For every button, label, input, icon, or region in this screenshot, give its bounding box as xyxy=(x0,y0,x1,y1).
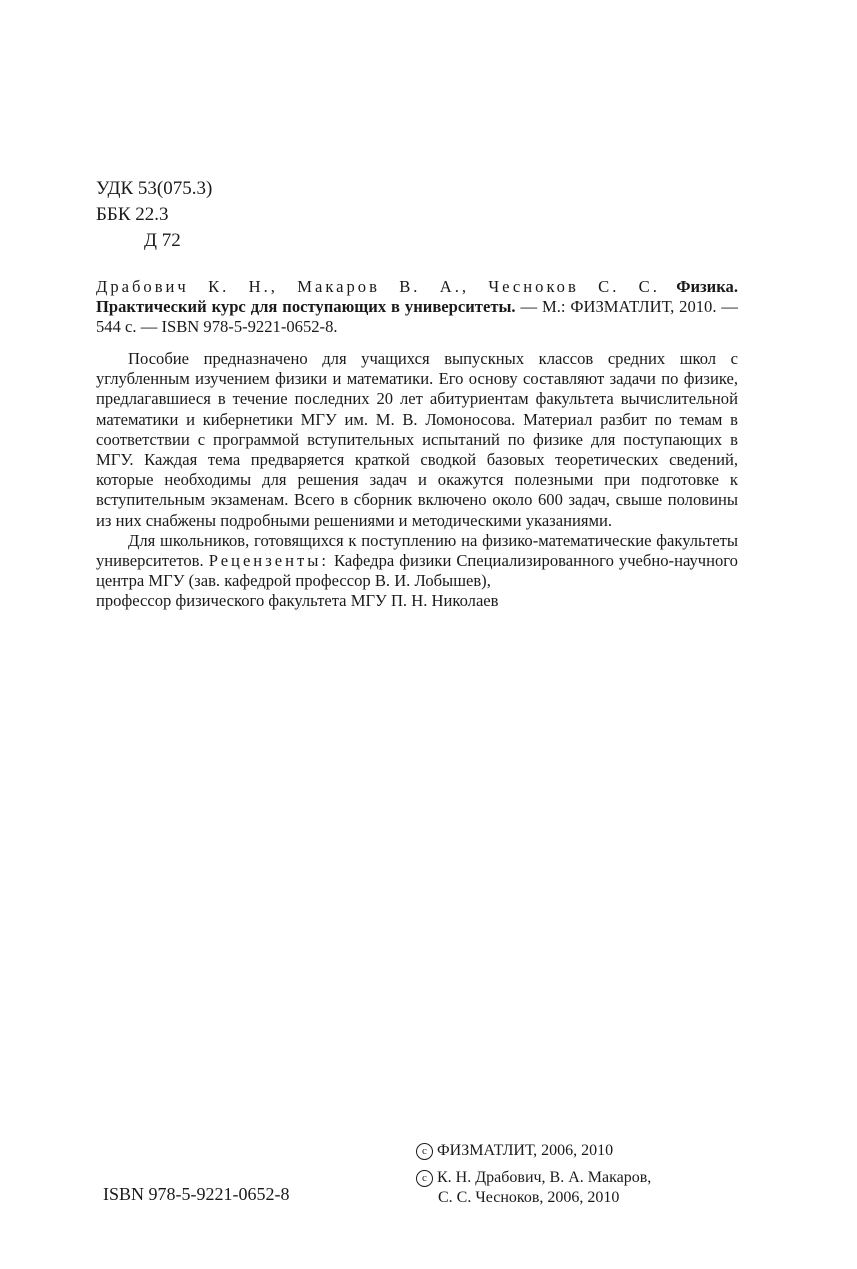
copyright-icon: c xyxy=(416,1170,433,1187)
reviewers-label: Рецензенты: xyxy=(208,551,329,571)
udk-code: УДК 53(075.3) xyxy=(96,178,213,199)
classification-block xyxy=(96,176,212,254)
bibliographic-citation xyxy=(96,277,738,338)
abstract xyxy=(96,349,738,612)
citation-authors: Драбович К. Н., Макаров В. А., Чесноков С. С. xyxy=(96,277,660,296)
author-mark: Д 72 xyxy=(144,230,181,251)
copyright-publisher xyxy=(416,1141,613,1161)
copyright-authors xyxy=(416,1168,651,1208)
copyright-publisher-text: ФИЗМАТЛИТ, 2006, 2010 xyxy=(437,1142,614,1159)
reviewers-text: Кафедра физики Специализированного учебно-научного центра МГУ (зав. кафедрой профессор В. И. Лобышев), xyxy=(96,551,738,591)
isbn: ISBN 978-5-9221-0652-8 xyxy=(103,1184,290,1204)
citation-details: — М.: ФИЗМАТЛИТ, 2010. — 544 с. — ISBN 978-5-9221-0652-8. xyxy=(96,297,738,337)
reviewer-2: профессор физического факультета МГУ П. Н. Николаев xyxy=(96,591,499,611)
abstract-paragraph-1: Пособие предназначено для учащихся выпускных классов средних школ с углубленным изучением физики и математики. Его основу составляют задачи по физике, предлагавшиеся в течение последних 20 лет абитуриентам факультета вычислительной математики и кибернетики МГУ им. М. В. Ломоносова. Материал разбит по темам в соответствии с программой вступительных испытаний по физике для поступающих в МГУ. Каждая тема предваряется краткой сводкой базовых теоретических сведений, которые необходимы для решения задач и окажутся полезными при подготовке к вступительным экзаменам. Всего в сборник включено около 600 задач, свыше половины из них снабжены подробными решениями и методическими указаниями. xyxy=(96,349,738,530)
copyright-authors-line2: С. С. Чесноков, 2006, 2010 xyxy=(438,1189,620,1206)
abstract-paragraph-2 xyxy=(96,531,738,592)
bbk-code: ББК 22.3 xyxy=(96,204,169,225)
copyright-authors-line1: К. Н. Драбович, В. А. Макаров, xyxy=(437,1169,652,1186)
audience-text: Для школьников, готовящихся к поступлению на физико-математические факультеты университетов. xyxy=(96,530,738,571)
citation-title: Физика. Практический курс для поступающих в университеты. xyxy=(96,277,738,317)
copyright-icon: c xyxy=(416,1143,433,1160)
